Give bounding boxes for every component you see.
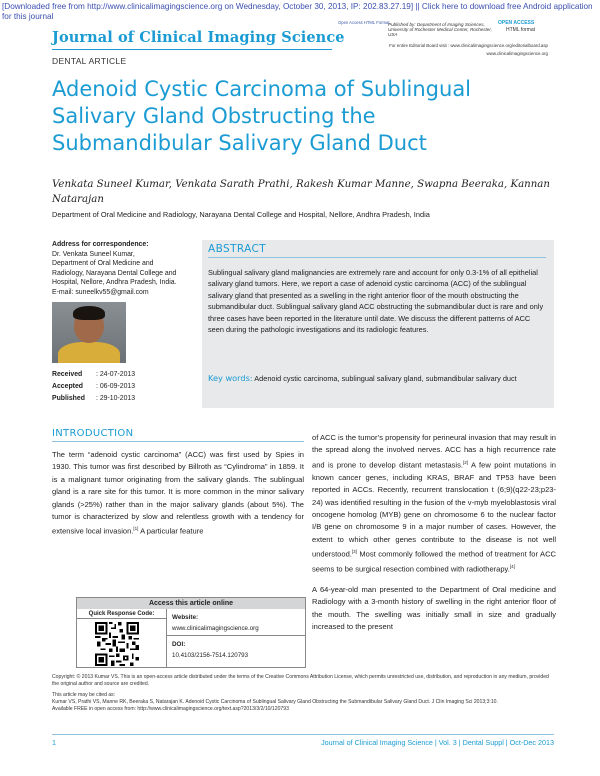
abstract-rule (208, 257, 546, 258)
website-link[interactable]: www.clinicalimagingscience.org (172, 625, 259, 632)
article-dates (52, 369, 135, 406)
copyright-notice: Copyright: © 2013 Kumar VS. This is an open-access article distributed under the terms of the Creative Commons Attribution License, which permits unrestricted use, distribution, and reproduction in any medium, provided the original author and source are credited. (52, 674, 549, 688)
reference-link[interactable]: [2] (462, 459, 468, 465)
download-banner-link[interactable]: [Downloaded free from http://www.clinicalimagingscience.org on Wednesday, October 30, 2013, IP: 202.83.27.19] || Click here to download free Android application for this journal (2, 2, 593, 21)
abstract-text: Sublingual salivary gland malignancies are extremely rare and account for only 0.3-1% of all epithelial salivary gland tumors. Here, we report a case of adenoid cystic carcinoma (ACC) of the sublingual salivary gland that presented as a swelling in the right anterior floor of the mouth obstructing the submandibular duct. Sublingual salivary gland ACC obstructing the submandibular duct is rare and only three cases have been reported in the literature until date. We discuss the different patterns of ACC seen during the pathologic investigations and its radiologic features. (208, 268, 544, 335)
access-heading: Access this article online (77, 598, 305, 609)
footer-rule (52, 734, 554, 735)
date-label: Published (52, 395, 85, 403)
correspondence-line: Radiology, Narayana Dental College and (52, 269, 177, 277)
html-format-label: HTML format (506, 27, 535, 33)
journal-website-link[interactable]: www.clinicalimagingscience.org (486, 51, 548, 56)
footer-journal-info: Journal of Clinical Imaging Science | Vol. 3 | Dental Suppl | Oct-Dec 2013 (321, 738, 554, 747)
citation-available-link[interactable]: Available FREE in open access from: http://www.clinicalimagingscience.org/text.asp?2013/3/2/10/120793 (52, 706, 289, 713)
citation-label: This article may be cited as: (52, 692, 116, 698)
header-tiny-label: Open Access HTML Format (338, 20, 390, 25)
date-row-accepted (52, 381, 135, 393)
article-type: DENTAL ARTICLE (52, 56, 127, 66)
body-text: A few point mutations in known cancer genes, including KRAS, BRAF and TP53 have been reported in ACCs. Recently, recurrent translocation t (6;9)(q22-23;p23-24) was identified resulting in the fusion of the v-myb myeloblastosis viral oncogene homolog (MYB) gene on chromosome 6 to the nuclear factor I/B gene on chromosome 9 in a major number of cases. However, the extent to which other genes contribute to the disease is not well understood. (312, 460, 556, 559)
author-list: Venkata Suneel Kumar, Venkata Sarath Prathi, Rakesh Kumar Manne, Swapna Beeraka, Kannan Natarajan (52, 179, 550, 205)
reference-link[interactable]: [4] (509, 564, 515, 570)
introduction-rule (52, 441, 304, 442)
citation-text: Kumar VS, Prathi VS, Manne RK, Beeraka S, Natarajan K. Adenoid Cystic Carcinoma of Sublingual Salivary Gland Obstructing the Submandibular Salivary Gland Duct. J Clin Imaging Sci 2013;3:10. (52, 699, 498, 706)
editorial-board-link[interactable]: For entire Editorial Board visit : www.clinicalimagingscience.org/editorialboard.asp (389, 43, 548, 48)
citation-block (52, 692, 554, 713)
body-text: of ACC is the tumor’s propensity for perineural invasion that may result in the spread along the involved nerves. ACC has a high recurrence rate and is prone to develop distant metastasis. (312, 433, 556, 470)
date-value: : 06-09-2013 (96, 383, 136, 391)
qr-column (77, 609, 167, 667)
date-value: : 29-10-2013 (96, 395, 136, 403)
correspondence-line: Department of Oral Medicine and (52, 260, 154, 268)
access-article-box (76, 597, 306, 668)
journal-name: Journal of Clinical Imaging Science (52, 29, 345, 46)
date-row-received (52, 369, 135, 381)
abstract-heading: ABSTRACT (208, 243, 267, 255)
body-text: A particular feature (138, 526, 204, 536)
body-paragraph (312, 432, 556, 576)
qr-label: Quick Response Code: (77, 609, 166, 619)
date-value: : 24-07-2013 (96, 371, 136, 378)
article-title: Adenoid Cystic Carcinoma of Sublingual Salivary Gland Obstructing the Submandibular Salivary Gland Duct (52, 77, 472, 155)
date-label: Accepted (52, 383, 84, 391)
doi-label: DOI: (172, 641, 186, 648)
photo-hair (73, 306, 105, 320)
keywords-value: Adenoid cystic carcinoma, sublingual salivary gland, submandibular salivary duct (254, 374, 517, 383)
photo-body (58, 342, 120, 363)
access-info (169, 609, 305, 662)
journal-rule (52, 49, 332, 50)
introduction-right-column (312, 432, 556, 634)
doi-link[interactable]: 10.4103/2156-7514.120793 (172, 652, 249, 659)
website-label: Website: (172, 614, 199, 621)
reference-link[interactable]: [3] (351, 549, 357, 555)
date-row-published (52, 393, 135, 405)
introduction-heading: INTRODUCTION (52, 428, 134, 439)
date-label: Received (52, 371, 83, 378)
introduction-left-column (52, 449, 304, 538)
affiliation: Department of Oral Medicine and Radiology, Narayana Dental College and Hospital, Nellore, Andhra Pradesh, India (52, 210, 430, 219)
keywords (208, 373, 548, 384)
correspondence-email[interactable]: E-mail: suneelkv55@gmail.com (52, 288, 149, 296)
body-paragraph: A 64-year-old man presented to the Department of Oral medicine and Radiology with a 3-month history of swelling in the right anterior floor of the mouth. The swelling was initially small in size and gradually increased to the present (312, 585, 556, 632)
page-number: 1 (52, 738, 56, 747)
reference-link[interactable]: [1] (133, 526, 139, 532)
correspondence-block (52, 240, 200, 298)
open-access-label: OPEN ACCESS (498, 20, 535, 26)
body-text: The term “adenoid cystic carcinoma” (ACC) was first used by Spies in 1930. This tumor was first described by Billroth as “Cylindroma” in 1859. It is a malignant tumor originating from the salivary glands. The sublingual gland is a rare site for this tumor. It is more common in the minor salivary glands (>25%) rather than in the major salivary glands (about 5%). The tumor is characterized by slow and relentless growth with a tendency for extensive local invasion. (52, 450, 304, 536)
author-photo (52, 302, 126, 363)
publisher-info: Published by: Department of Imaging Sciences, University of Rochester Medical Center, Rochester, USA (388, 22, 492, 38)
correspondence-heading: Address for correspondence: (52, 241, 149, 248)
body-text: Most commonly followed the method of treatment for ACC seems to be surgical resection combined with radiotherapy. (312, 549, 556, 574)
correspondence-line: Dr. Venkata Suneel Kumar, (52, 250, 135, 258)
keywords-label: Key words: (208, 373, 253, 383)
qr-code-icon[interactable] (95, 622, 139, 666)
correspondence-line: Hospital, Nellore, Andhra Pradesh, India. (52, 279, 177, 287)
